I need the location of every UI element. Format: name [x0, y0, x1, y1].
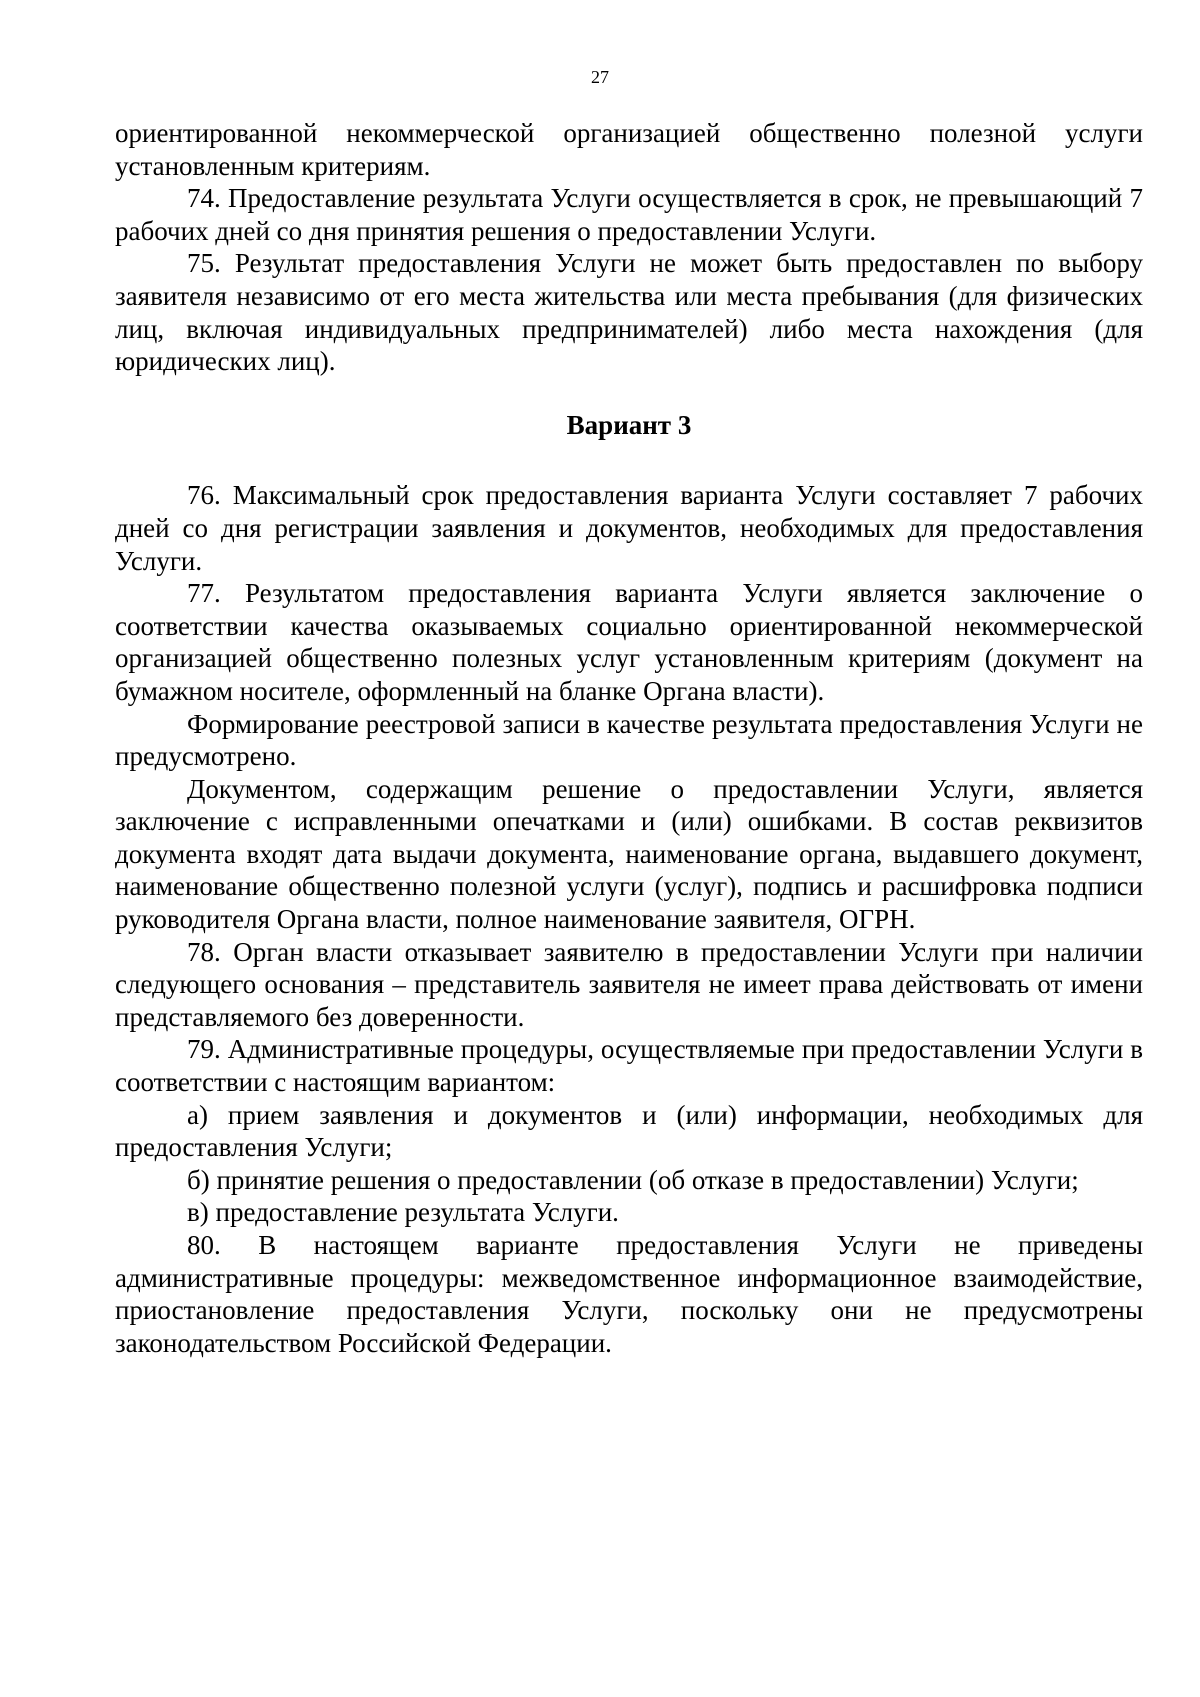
paragraph-decision-document: Документом, содержащим решение о предоставлении Услуги, является заключение с исправленными опечатками и (или) ошибками. В состав реквизитов документа входят дата выдачи документа, наименование органа, выдавшего документ, наименование общественно полезной услуги (услуг), подпись и расшифровка подписи руководителя Органа власти, полное наименование заявителя, ОГРН.	[115, 773, 1143, 935]
paragraph-item-79: 79. Административные процедуры, осуществляемые при предоставлении Услуги в соответствии с настоящим вариантом:	[115, 1034, 1143, 1098]
paragraph-item-80: 80. В настоящем варианте предоставления Услуги не приведены административные процедуры: межведомственное информационное взаимодействие, приостановление предоставления Услуги, поскольку они не предусмотрены законодательством Российской Федерации.	[115, 1230, 1143, 1358]
paragraph-registry-note: Формирование реестровой записи в качестве результата предоставления Услуги не предусмотрено.	[115, 708, 1143, 772]
list-item-v: в) предоставление результата Услуги.	[187, 1197, 619, 1228]
paragraph-item-77: 77. Результатом предоставления варианта Услуги является заключение о соответствии качества оказываемых социально ориентированной некоммерческой организацией общественно полезных услуг установленным критериям (документ на бумажном носителе, оформленный на бланке Органа власти).	[115, 578, 1143, 706]
paragraph-continuation: ориентированной некоммерческой организацией общественно полезной услуги установленным критериям.	[115, 118, 1143, 181]
document-body	[115, 117, 1143, 1359]
list-item-b: б) принятие решения о предоставлении (об отказе в предоставлении) Услуги;	[187, 1164, 1079, 1195]
paragraph-item-76: 76. Максимальный срок предоставления варианта Услуги составляет 7 рабочих дней со дня регистрации заявления и документов, необходимых для предоставления Услуги.	[115, 480, 1143, 576]
paragraph-item-74: 74. Предоставление результата Услуги осуществляется в срок, не превышающий 7 рабочих дней со дня принятия решения о предоставлении Услуги.	[115, 183, 1143, 246]
list-item-a: а) прием заявления и документов и (или) информации, необходимых для предоставления Услуги;	[115, 1099, 1143, 1163]
page-number: 27	[591, 67, 609, 87]
section-heading: Вариант 3	[566, 409, 692, 440]
paragraph-item-78: 78. Орган власти отказывает заявителю в предоставлении Услуги при наличии следующего основания – представитель заявителя не имеет права действовать от имени представляемого без доверенности.	[115, 936, 1143, 1032]
paragraph-item-75: 75. Результат предоставления Услуги не может быть предоставлен по выбору заявителя независимо от его места жительства или места пребывания (для физических лиц, включая индивидуальных предпринимателей) либо места нахождения (для юридических лиц).	[115, 248, 1143, 377]
